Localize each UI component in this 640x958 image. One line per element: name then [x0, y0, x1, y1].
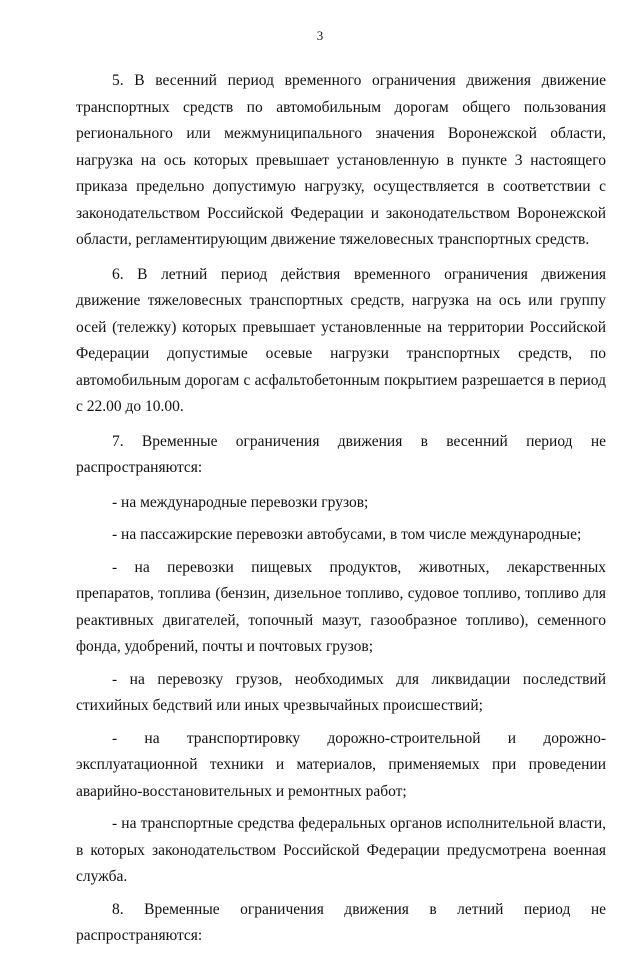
list-item: - на пассажирские перевозки автобусами, в том числе международные; — [112, 526, 582, 543]
paragraph-8: 8. Временные ограничения движения в летний период не распространяются: — [76, 900, 606, 944]
list-item: - на международные перевозки грузов; — [112, 493, 369, 511]
document-body — [76, 68, 606, 958]
list-item: - на транспортные средства федеральных органов исполнительной власти, в которых законодательством Российской Федерации предусмотрена военная служба. — [76, 815, 606, 885]
list-item: - на перевозки пищевых продуктов, животных, лекарственных препаратов, топлива (бензин, дизельное топливо, судовое топливо, топливо для реактивных двигателей, топочный мазут, газообразное топливо), семенного фонда, удобрений, почты и почтовых грузов; — [76, 558, 606, 655]
list-item: - на перевозку грузов, необходимых для ликвидации последствий стихийных бедствий или иных чрезвычайных происшествий; — [76, 670, 606, 714]
paragraph-5: 5. В весенний период временного ограничения движения движение транспортных средств по автомобильным дорогам общего пользования регионального или межмуниципального значения Воронежской области, нагрузка на ось которых превышает установленную в пункте 3 настоящего приказа предельно допустимую нагрузку, осуществляется в соответствии с законодательством Российской Федерации и законодательством Воронежской области, регламентирующим движение тяжеловесных транспортных средств. — [76, 72, 606, 248]
page-number: 3 — [316, 28, 324, 43]
list-item: - на транспортировку дорожно-строительной и дорожно-эксплуатационной техники и материалов, применяемых при проведении аварийно-восстановительных и ремонтных работ; — [76, 729, 606, 800]
paragraph-7: 7. Временные ограничения движения в весенний период не распространяются: — [76, 432, 606, 476]
paragraph-6: 6. В летний период действия временного ограничения движения движение тяжеловесных транспортных средств, нагрузка на ось или группу осей (тележку) которых превышает установленные на территории Российской Федерации допустимые осевые нагрузки транспортных средств, по автомобильным дорогам с асфальтобетонным покрытием разрешается в период с 22.00 до 10.00. — [76, 265, 606, 415]
